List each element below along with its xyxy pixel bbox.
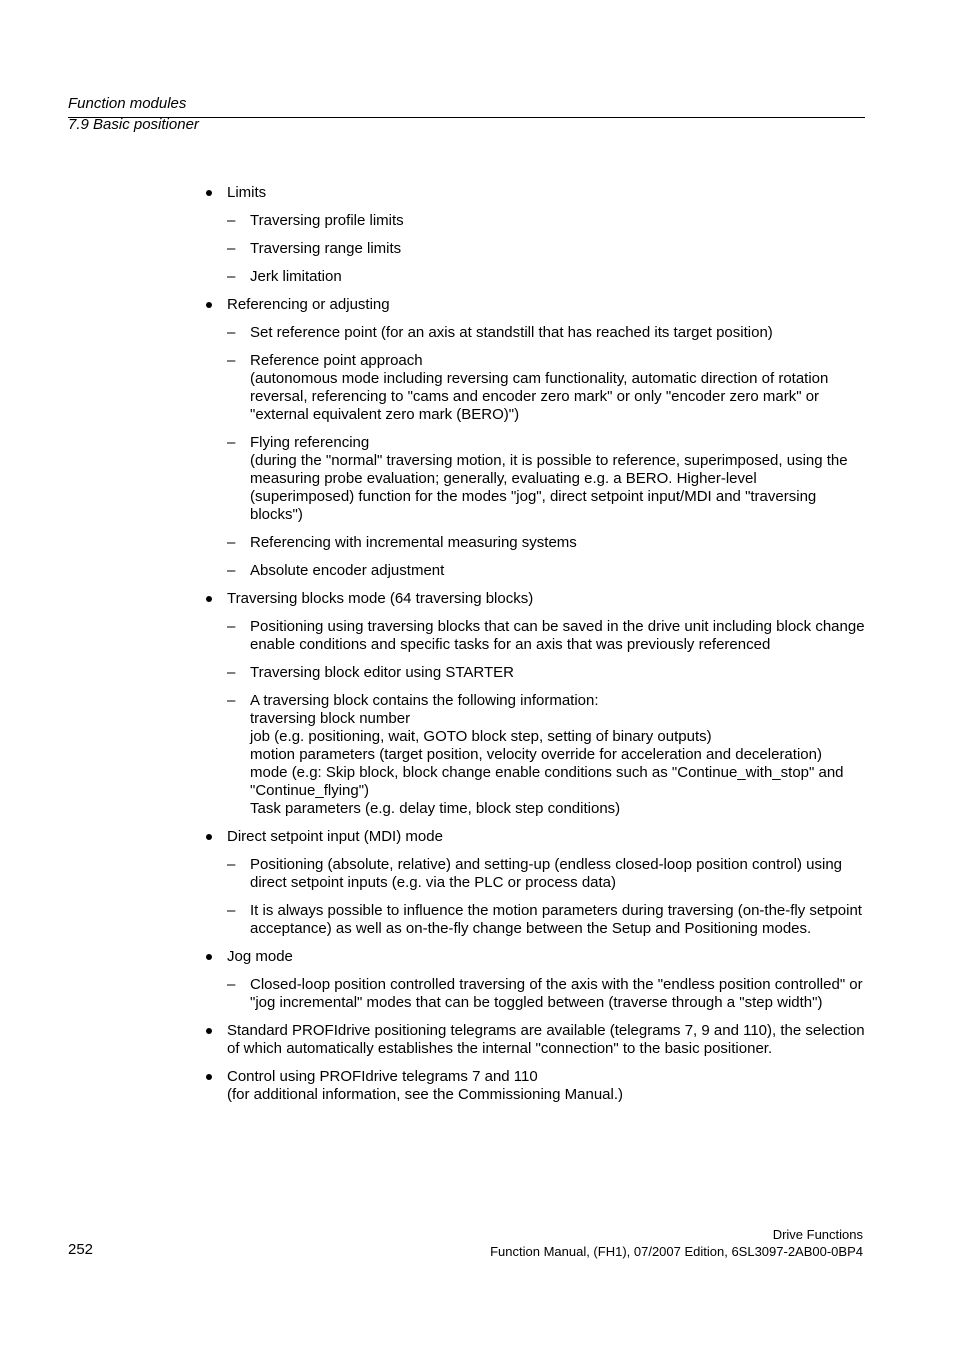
bullet-list (200, 184, 865, 1114)
sub-item-text: Flying referencing (during the "normal" traversing motion, it is possible to reference, superimposed, using the measuring probe evaluation; generally, evaluating e.g. a BERO. Higher-level (superimposed) function for the modes "jog", direct setpoint input/MDI and "traversing blocks") (250, 434, 848, 523)
sub-item-text: Traversing block editor using STARTER (250, 664, 514, 681)
header-rule (68, 117, 865, 118)
sub-item (227, 324, 865, 342)
dash-icon: – (227, 618, 236, 635)
sub-list (227, 618, 865, 818)
bullet-dot-icon (206, 596, 212, 602)
bullet-item (200, 948, 865, 1012)
dash-icon: – (227, 434, 236, 451)
sub-item-text: A traversing block contains the following information: traversing block number job (e.g. positioning, wait, GOTO block step, setting of binary outputs) motion parameters (target position, velocity override for acceleration and deceleration) mode (e.g: Skip block, block change enable conditions such as "Continue_with_stop" and "Continue_flying") Task parameters (e.g. delay time, block step conditions) (250, 692, 844, 817)
dash-icon: – (227, 240, 236, 257)
bullet-text: Limits (227, 184, 267, 201)
sub-item-text: Referencing with incremental measuring systems (250, 534, 577, 551)
page-footer (490, 1226, 863, 1260)
sub-item-text: Jerk limitation (250, 268, 342, 285)
sub-item-text: Positioning using traversing blocks that can be saved in the drive unit including block change enable conditions and specific tasks for an axis that was previously referenced (250, 618, 865, 653)
sub-item (227, 212, 865, 230)
bullet-text: Traversing blocks mode (64 traversing blocks) (227, 590, 534, 607)
bullet-dot-icon (206, 834, 212, 840)
sub-item (227, 268, 865, 286)
bullet-item (200, 184, 865, 286)
bullet-text: Control using PROFIdrive telegrams 7 and 110 (for additional information, see the Commissioning Manual.) (227, 1068, 624, 1103)
footer-manual-info: Function Manual, (FH1), 07/2007 Edition, 6SL3097-2AB00-0BP4 (490, 1244, 863, 1259)
bullet-item (200, 296, 865, 580)
sub-item-text: Positioning (absolute, relative) and setting-up (endless closed-loop position control) using direct setpoint inputs (e.g. via the PLC or process data) (250, 856, 843, 891)
bullet-item (200, 1022, 865, 1058)
sub-item-text: Traversing profile limits (250, 212, 404, 229)
bullet-text: Referencing or adjusting (227, 296, 390, 313)
bullet-text: Jog mode (227, 948, 293, 965)
page-number: 252 (68, 1241, 94, 1258)
bullet-dot-icon (206, 1074, 212, 1080)
dash-icon: – (227, 562, 236, 579)
sub-list (227, 856, 865, 938)
sub-item-text: Traversing range limits (250, 240, 402, 257)
bullet-item (200, 828, 865, 938)
section-title: 7.9 Basic positioner (68, 116, 199, 133)
dash-icon: – (227, 324, 236, 341)
dash-icon: – (227, 902, 236, 919)
dash-icon: – (227, 976, 236, 993)
sub-list (227, 324, 865, 580)
dash-icon: – (227, 352, 236, 369)
sub-item (227, 856, 865, 892)
dash-icon: – (227, 268, 236, 285)
sub-item-text: It is always possible to influence the motion parameters during traversing (on-the-fly setpoint acceptance) as well as on-the-fly change between the Setup and Positioning modes. (250, 902, 862, 937)
page-header (68, 95, 865, 134)
sub-list (227, 976, 865, 1012)
sub-item (227, 534, 865, 552)
bullet-dot-icon (206, 302, 212, 308)
bullet-item (200, 1068, 865, 1104)
dash-icon: – (227, 534, 236, 551)
bullet-dot-icon (206, 1028, 212, 1034)
sub-item (227, 618, 865, 654)
dash-icon: – (227, 856, 236, 873)
bullet-text: Direct setpoint input (MDI) mode (227, 828, 443, 845)
sub-item (227, 664, 865, 682)
sub-item (227, 902, 865, 938)
sub-item (227, 240, 865, 258)
dash-icon: – (227, 212, 236, 229)
sub-item (227, 434, 865, 524)
bullet-dot-icon (206, 954, 212, 960)
dash-icon: – (227, 664, 236, 681)
sub-item (227, 352, 865, 424)
sub-item (227, 562, 865, 580)
sub-item (227, 976, 865, 1012)
bullet-dot-icon (206, 190, 212, 196)
bullet-text: Standard PROFIdrive positioning telegrams are available (telegrams 7, 9 and 110), the selection of which automatically establishes the internal "connection" to the basic positioner. (227, 1022, 865, 1057)
dash-icon: – (227, 692, 236, 709)
sub-item-text: Closed-loop position controlled traversing of the axis with the "endless position controlled" or "jog incremental" modes that can be toggled between (traverse through a "step width") (250, 976, 863, 1011)
chapter-title: Function modules (68, 95, 187, 112)
bullet-item (200, 590, 865, 818)
footer-title: Drive Functions (772, 1227, 863, 1242)
sub-item (227, 692, 865, 818)
sub-item-text: Absolute encoder adjustment (250, 562, 445, 579)
sub-item-text: Set reference point (for an axis at standstill that has reached its target position) (250, 324, 773, 341)
sub-item-text: Reference point approach (autonomous mode including reversing cam functionality, automatic direction of rotation reversal, referencing to "cams and encoder zero mark" or only "encoder zero mark" or "external equivalent zero mark (BERO)") (250, 352, 829, 423)
sub-list (227, 212, 865, 286)
